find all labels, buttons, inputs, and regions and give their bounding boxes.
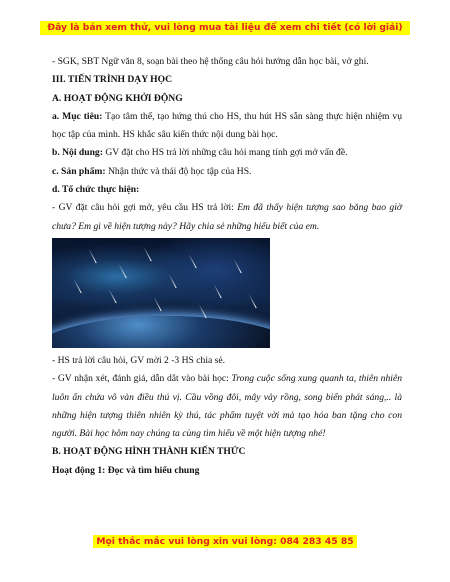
contact-text: Mọi thắc mắc vui lòng xin vui lòng: 084 283 45 85	[93, 535, 356, 548]
section-heading-a: A. HOẠT ĐỘNG KHỞI ĐỘNG	[52, 92, 183, 104]
meteor-streak	[213, 284, 221, 299]
document-body	[52, 53, 402, 480]
product-paragraph	[52, 163, 402, 181]
meteor-streak	[168, 274, 176, 289]
section-heading-iii: III. TIẾN TRÌNH DẠY HỌC	[52, 74, 173, 86]
meteor-streak	[88, 249, 96, 264]
objective-paragraph	[52, 108, 402, 145]
meteor-streak	[198, 304, 206, 319]
content-label: b. Nội dung:	[52, 147, 103, 159]
student-answer-line: - HS trả lời câu hỏi, GV mời 2 -3 HS chia sẻ.	[52, 354, 226, 366]
teacher-question-paragraph	[52, 199, 402, 236]
teacher-comment-plain: - GV nhận xét, đánh giá, dẫn dắt vào bài học:	[52, 373, 232, 385]
objective-text: Tạo tâm thế, tạo hứng thú cho HS, thu hút HS sẵn sàng thực hiện nhiệm vụ học tập của mình. HS khắc sâu kiến thức nội dung bài học.	[52, 110, 402, 141]
meteor-streak	[108, 289, 116, 304]
objective-label: a. Mục tiêu:	[52, 110, 103, 122]
activity-1-heading: Hoạt động 1: Đọc và tìm hiểu chung	[52, 464, 200, 476]
planet-horizon	[52, 316, 270, 348]
teacher-comment-paragraph	[52, 370, 402, 443]
content-text: GV đặt cho HS trả lời những câu hỏi mang tính gợi mở vấn đề.	[102, 147, 348, 159]
meteor-streak	[248, 294, 256, 309]
meteor-streak	[143, 247, 151, 262]
meteor-streak	[233, 259, 241, 274]
contact-footer	[0, 536, 450, 547]
meteor-streak	[118, 264, 126, 279]
meteor-shower-image	[52, 238, 270, 348]
preview-banner: Đây là bản xem thử, vui lòng mua tài liệu để xem chi tiết (có lời giải)	[40, 21, 410, 35]
meteor-streak	[73, 279, 81, 294]
content-paragraph	[52, 144, 402, 162]
section-heading-b: B. HOẠT ĐỘNG HÌNH THÀNH KIẾN THỨC	[52, 446, 246, 458]
meteor-streak	[188, 254, 196, 269]
organization-heading: d. Tổ chức thực hiện:	[52, 184, 140, 196]
materials-line: - SGK, SBT Ngữ văn 8, soạn bài theo hệ thống câu hỏi hướng dẫn học bài, vở ghi.	[52, 56, 369, 67]
teacher-question-italic: Em đã thấy hiện tượng sao băng bao giờ chưa? Em gì về hiện tượng này? Hãy chia sẻ những hiểu biết của em.	[52, 202, 402, 232]
product-label: c. Sản phẩm:	[52, 165, 106, 177]
teacher-comment-italic: Trong cuộc sống xung quanh ta, thiên nhiên luôn ẩn chứa vô vàn điều thú vị. Cầu vồng đôi, mây vảy rồng, song biển phát sáng,.. là những hiện tượng thiên nhiên kỳ thú, tác phẩm tuyệt vời mà tạo hóa ban tặng cho con người. Bài học hôm nay chúng ta cùng tìm hiểu về một hiện tượng nhé!	[52, 373, 402, 440]
product-text: Nhận thức và thái độ học tập của HS.	[105, 165, 252, 177]
meteor-streak	[153, 297, 161, 312]
teacher-question-plain: - GV đặt câu hỏi gợi mở, yêu cầu HS trả lời:	[52, 202, 238, 214]
